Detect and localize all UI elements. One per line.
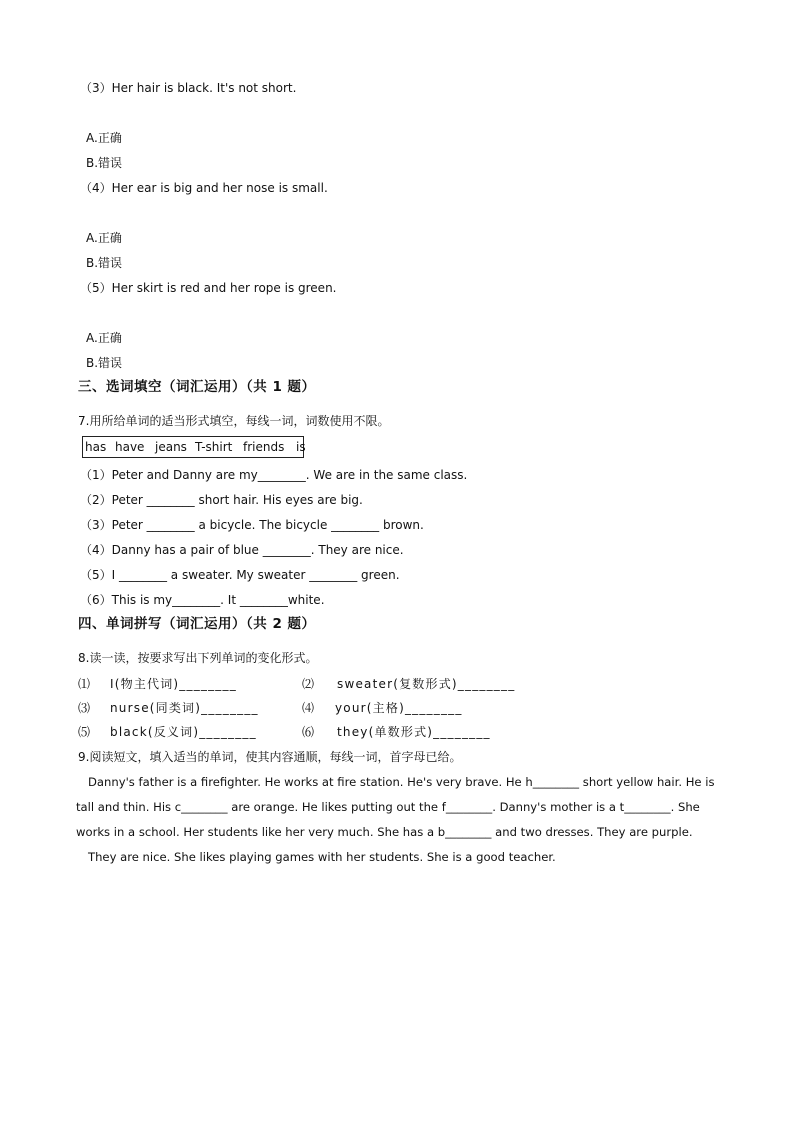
question-7-item-3: （3）Peter ________ a bicycle. The bicycle ________ brown. — [80, 518, 424, 532]
question-3-option-b[interactable]: B.错误 — [86, 156, 123, 170]
question-8-item-text: I(物主代词)________ — [110, 677, 237, 691]
section-4-heading: 四、单词拼写（词汇运用）（共 2 题） — [78, 616, 316, 632]
passage-line: works in a school. Her students like her very much. She has a b________ and two dresses. They are purple. — [76, 825, 693, 839]
passage-line: tall and thin. His c________ are orange. He likes putting out the f________. Danny's mother is a t________. She — [76, 800, 700, 814]
question-7-item-1: （1）Peter and Danny are my________. We are in the same class. — [80, 468, 468, 482]
word-bank-word: have — [115, 440, 145, 454]
word-bank-word: jeans — [155, 440, 187, 454]
question-7-item-6: （6）This is my________. It ________white. — [80, 593, 325, 607]
question-7-item-4: （4）Danny has a pair of blue ________. They are nice. — [80, 543, 404, 557]
word-bank-box — [82, 436, 304, 458]
question-5-text: （5）Her skirt is red and her rope is green. — [80, 281, 337, 295]
question-4-option-b[interactable]: B.错误 — [86, 256, 123, 270]
question-5-option-b[interactable]: B.错误 — [86, 356, 123, 370]
question-8-instruction: 8.读一读，按要求写出下列单词的变化形式。 — [78, 651, 318, 665]
question-8-item-text: they(单数形式)________ — [337, 725, 491, 739]
section-3-heading: 三、选词填空（词汇运用）（共 1 题） — [78, 379, 316, 395]
question-8-item-text: black(反义词)________ — [110, 725, 257, 739]
question-4-option-a[interactable]: A.正确 — [86, 231, 122, 245]
question-8-item-num: ⑷ — [302, 701, 315, 715]
question-7-item-5: （5）I ________ a sweater. My sweater ________ green. — [80, 568, 400, 582]
word-bank-word: is — [296, 440, 306, 454]
question-3-option-a[interactable]: A.正确 — [86, 131, 122, 145]
passage-line: They are nice. She likes playing games with her students. She is a good teacher. — [88, 850, 556, 864]
word-bank-word: T-shirt — [195, 440, 233, 454]
question-8-item-text: sweater(复数形式)________ — [337, 677, 516, 691]
word-bank-word: friends — [243, 440, 285, 454]
question-8-item-num: ⑸ — [78, 725, 91, 739]
question-5-option-a[interactable]: A.正确 — [86, 331, 122, 345]
question-8-item-num: ⑹ — [302, 725, 315, 739]
question-8-item-text: your(主格)________ — [335, 701, 463, 715]
question-8-item-num: ⑶ — [78, 701, 91, 715]
passage-line: Danny's father is a firefighter. He works at fire station. He's very brave. He h________ short yellow hair. He is — [88, 775, 715, 789]
question-7-item-2: （2）Peter ________ short hair. His eyes are big. — [80, 493, 363, 507]
question-9-instruction: 9.阅读短文，填入适当的单词，使其内容通顺，每线一词，首字母已给。 — [78, 750, 462, 764]
question-7-instruction: 7.用所给单词的适当形式填空，每线一词，词数使用不限。 — [78, 414, 390, 428]
word-bank-word: has — [85, 440, 107, 454]
question-8-item-num: ⑵ — [302, 677, 315, 691]
question-4-text: （4）Her ear is big and her nose is small. — [80, 181, 328, 195]
question-3-text: （3）Her hair is black. It's not short. — [80, 81, 297, 95]
question-8-item-num: ⑴ — [78, 677, 91, 691]
question-8-item-text: nurse(同类词)________ — [110, 701, 259, 715]
